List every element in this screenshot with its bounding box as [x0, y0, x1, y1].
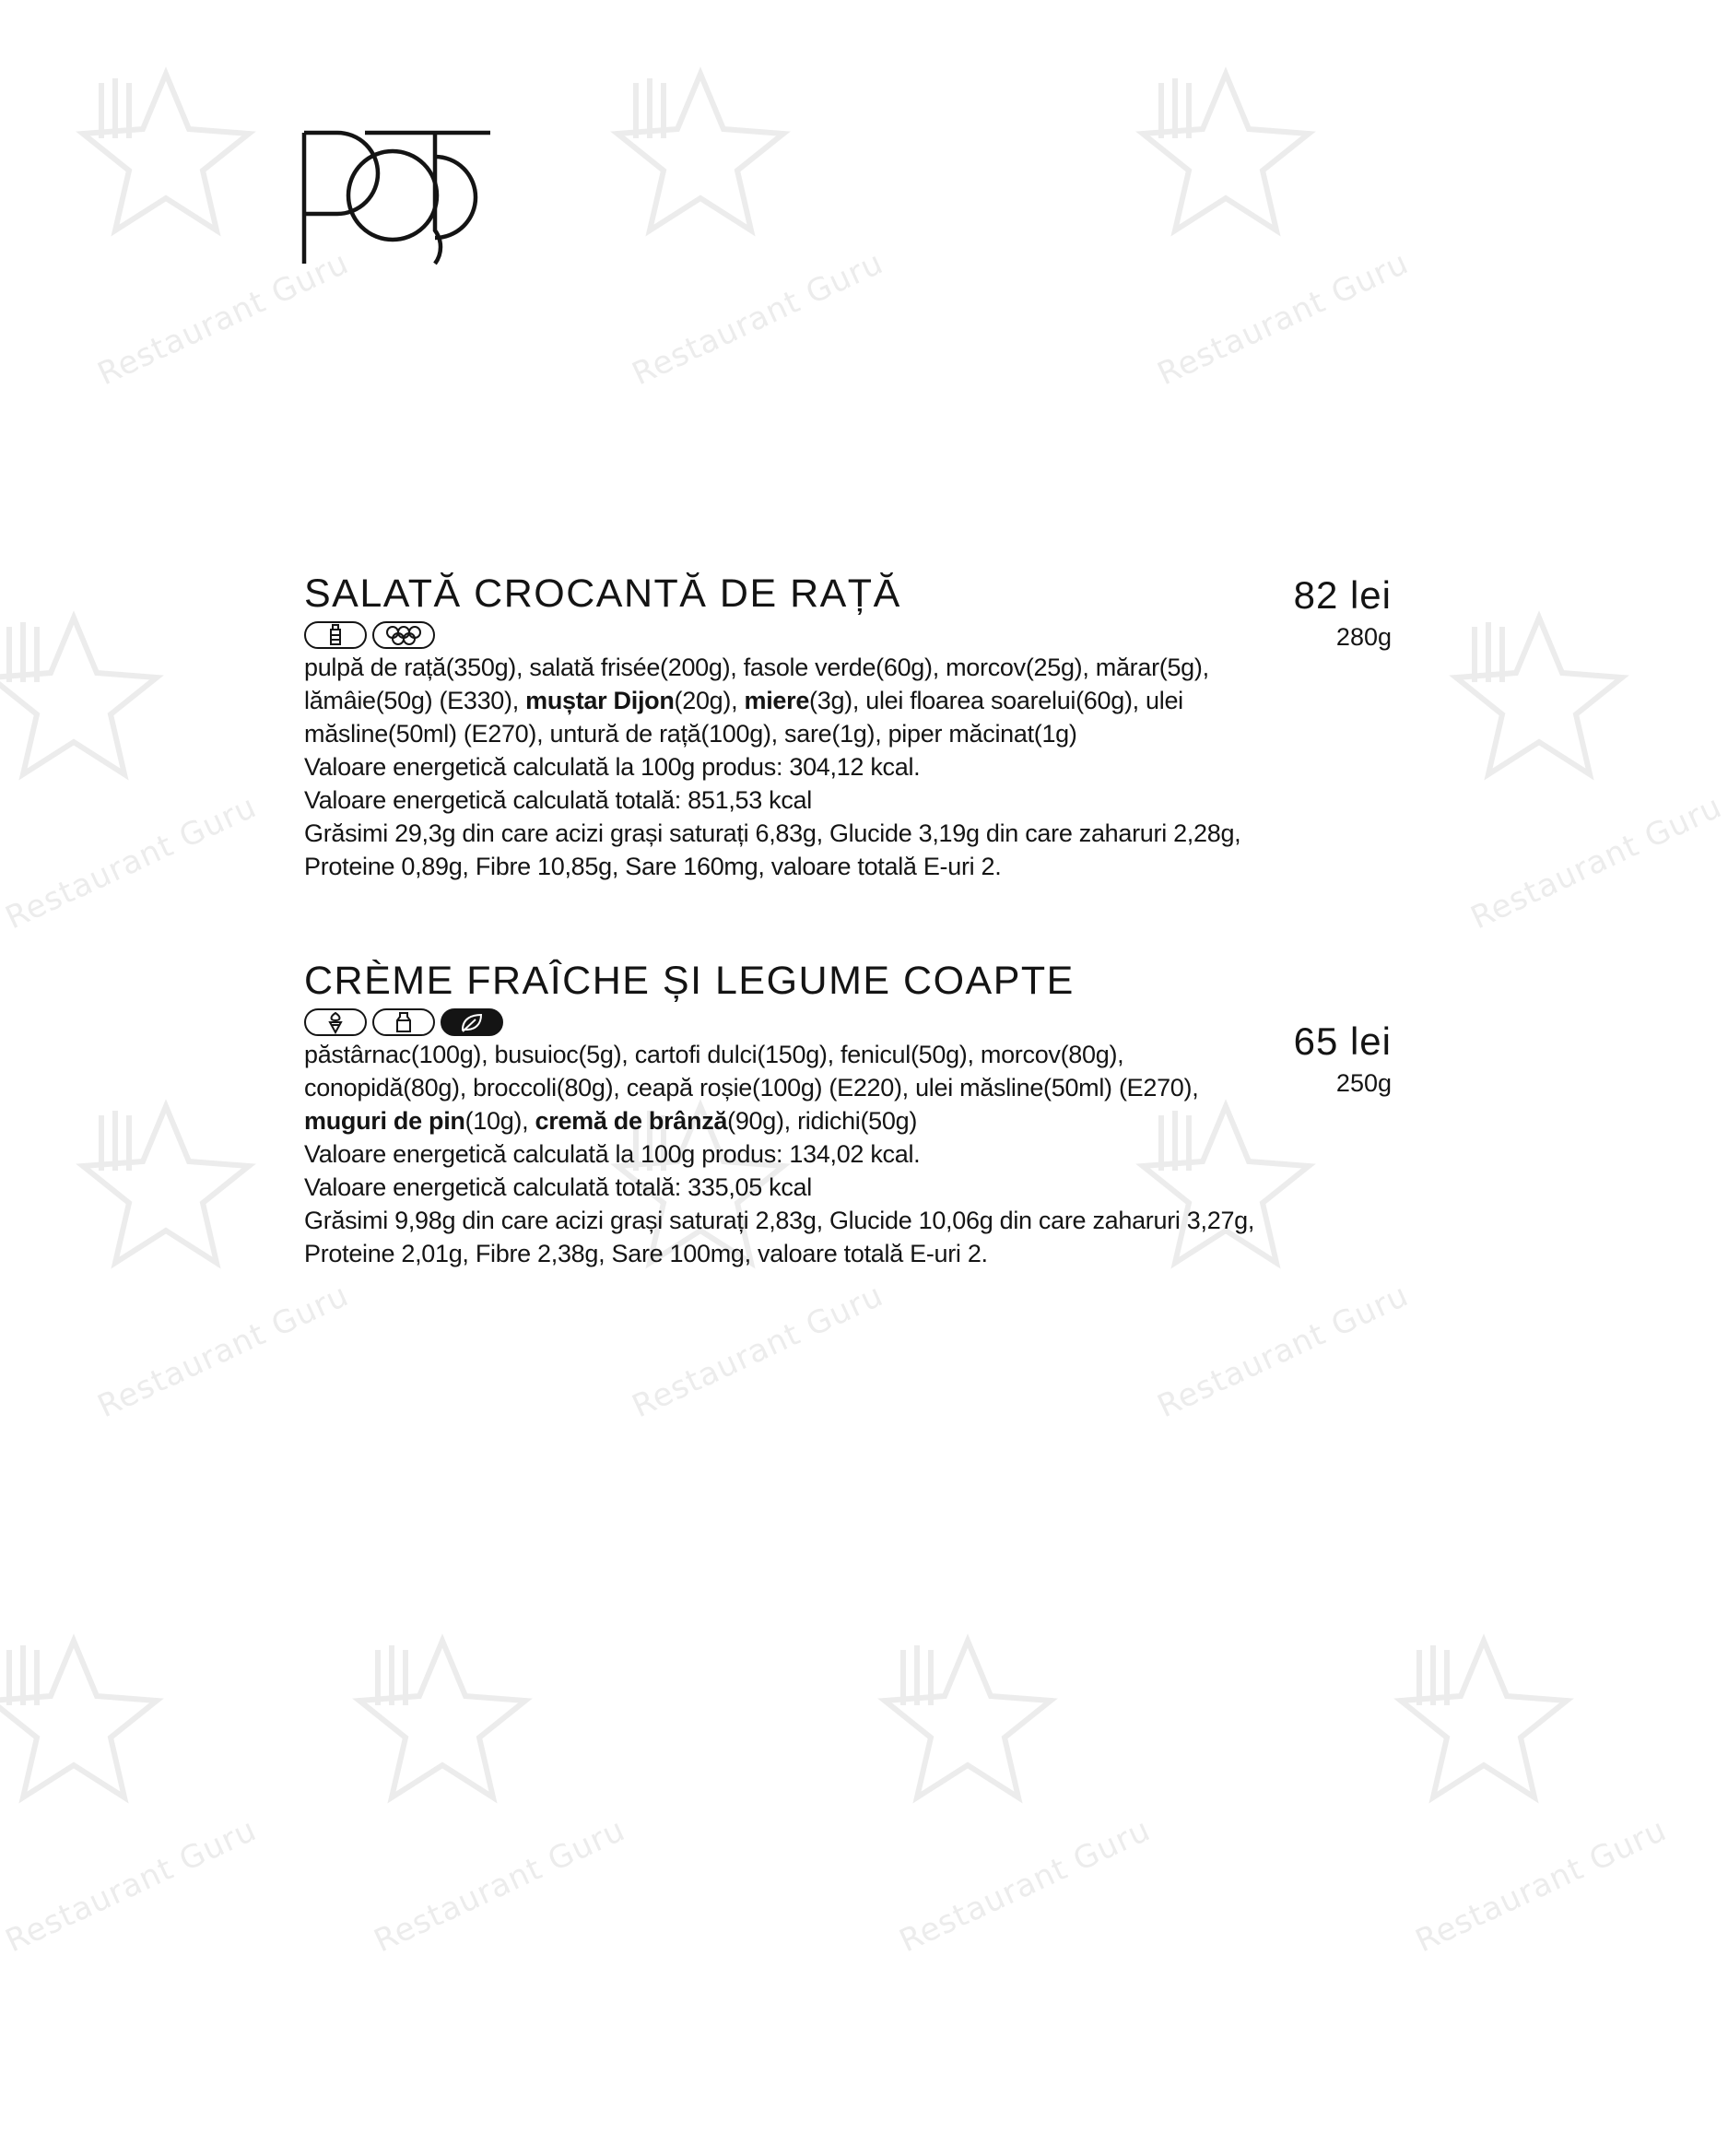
watermark-text: Restaurant Guru: [627, 244, 889, 394]
fork-star-icon: [1124, 55, 1327, 240]
watermark-text: Restaurant Guru: [92, 1277, 355, 1426]
item-energy-total: Valoare energetică calculată totală: 851,53 kcal: [304, 786, 812, 814]
fork-star-icon: [1438, 599, 1640, 783]
item-weight: 250g: [1335, 1069, 1392, 1097]
ice-cream-icon: [304, 1008, 367, 1036]
milk-carton-icon: [372, 1008, 435, 1036]
item-nutrition: Grăsimi 29,3g din care acizi grași saturați 6,83g, Glucide 3,19g din care zaharuri 2,28g, Proteine 0,89g, Fibre 10,85g, Sare 160mg, valoare totală E-uri 2.: [304, 819, 1241, 880]
item-title: SALATĂ CROCANTĂ DE RAȚĂ: [304, 571, 901, 616]
allergen-badges: [304, 619, 1392, 651]
item-title: CRÈME FRAÎCHE ȘI LEGUME COAPTE: [304, 959, 1075, 1003]
watermark-text: Restaurant Guru: [92, 244, 355, 394]
pot-logo-icon: [300, 129, 494, 272]
watermark-text: Restaurant Guru: [0, 788, 263, 937]
watermark-text: Restaurant Guru: [1152, 244, 1415, 394]
allergen-ingredient: muguri de pin: [304, 1107, 465, 1135]
allergen-badges: [304, 1007, 1392, 1038]
item-energy-100g: Valoare energetică calculată la 100g produs: 134,02 kcal.: [304, 1140, 921, 1168]
ingredient-text: (20g),: [674, 687, 745, 714]
fork-star-icon: [341, 1622, 544, 1807]
fork-star-icon: [0, 599, 175, 783]
vegetarian-leaf-icon: [441, 1008, 503, 1036]
item-weight: 280g: [1335, 623, 1392, 651]
ingredient-text: (90g), ridichi(50g): [727, 1107, 918, 1135]
item-ingredients: [304, 651, 1281, 750]
item-price: 65 lei: [1293, 1019, 1392, 1063]
watermark-text: Restaurant Guru: [894, 1811, 1157, 1961]
ingredient-text: (3g), ulei floarea soarelui(60g), ulei măsline(50ml) (E270), untură de rață(100g), sare(1g), piper măcinat(1g): [304, 687, 1183, 748]
allergen-ingredient: muștar Dijon: [525, 687, 675, 714]
fork-star-icon: [0, 1622, 175, 1807]
item-ingredients: [304, 1038, 1281, 1137]
menu-item: [304, 957, 1392, 1289]
watermark-text: Restaurant Guru: [627, 1277, 889, 1426]
allergen-ingredient: miere: [744, 687, 810, 714]
watermark-text: Restaurant Guru: [0, 1811, 263, 1961]
fork-star-icon: [866, 1622, 1069, 1807]
ingredient-text: pulpă de rață(350g), salată frisée(200g), fasole verde(60g), morcov(25g), mărar(5g), lămâie(50g) (E330),: [304, 654, 1209, 714]
ingredient-text: păstârnac(100g), busuioc(5g), cartofi dulci(150g), fenicul(50g), morcov(80g), conopidă(80g), broccoli(80g), ceapă roșie(100g) (E220), ulei măsline(50ml) (E270),: [304, 1041, 1199, 1102]
fork-star-icon: [1382, 1622, 1585, 1807]
watermark-text: Restaurant Guru: [1152, 1277, 1415, 1426]
watermark-text: Restaurant Guru: [1465, 788, 1728, 937]
watermark-text: Restaurant Guru: [369, 1811, 631, 1961]
item-energy-100g: Valoare energetică calculată la 100g produs: 304,12 kcal.: [304, 753, 921, 781]
watermark-text: Restaurant Guru: [1410, 1811, 1673, 1961]
item-nutrition: Grăsimi 9,98g din care acizi grași saturați 2,83g, Glucide 10,06g din care zaharuri 3,27g, Proteine 2,01g, Fibre 2,38g, Sare 100mg, valoare totală E-uri 2.: [304, 1207, 1255, 1267]
allergen-ingredient: cremă de brânză: [535, 1107, 728, 1135]
item-price: 82 lei: [1293, 573, 1392, 617]
fork-star-icon: [65, 1088, 267, 1272]
eggs-icon: [372, 621, 435, 649]
mustard-bottle-icon: [304, 621, 367, 649]
fork-star-icon: [599, 55, 802, 240]
item-energy-total: Valoare energetică calculată totală: 335,05 kcal: [304, 1173, 812, 1201]
fork-star-icon: [65, 55, 267, 240]
menu-item: [304, 570, 1392, 911]
ingredient-text: (10g),: [464, 1107, 535, 1135]
